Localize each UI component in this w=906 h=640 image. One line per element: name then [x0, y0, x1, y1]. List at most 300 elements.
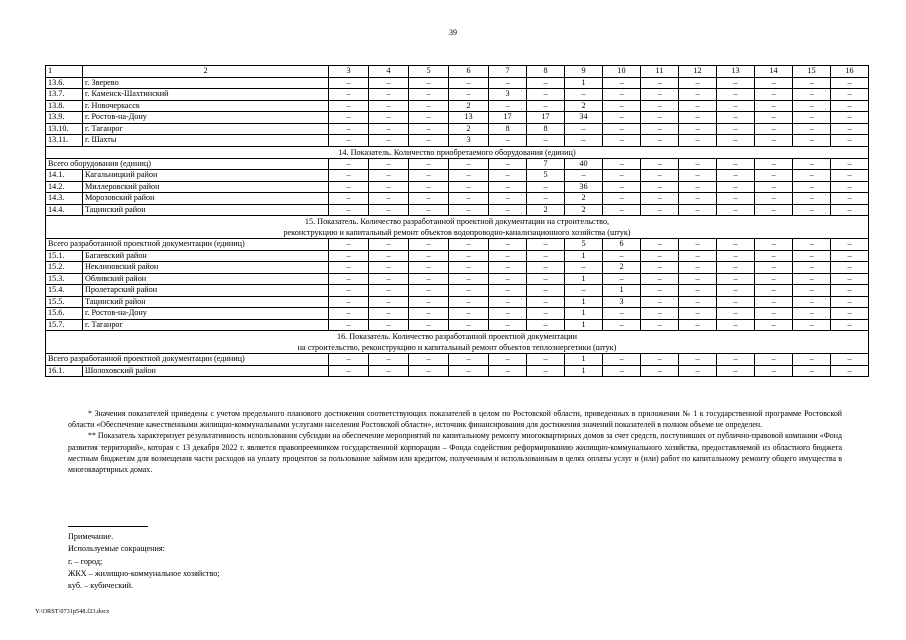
value-cell: – [409, 319, 449, 331]
value-cell: – [641, 123, 679, 135]
value-cell: – [409, 262, 449, 274]
value-cell: – [329, 193, 369, 205]
row-name: Тацинский район [83, 204, 329, 216]
value-cell: – [793, 319, 831, 331]
value-cell: – [369, 262, 409, 274]
value-cell: – [679, 181, 717, 193]
table-header-row [46, 66, 869, 78]
value-cell: – [409, 158, 449, 170]
section-title [46, 331, 869, 354]
value-cell: – [603, 181, 641, 193]
value-cell: – [449, 158, 489, 170]
value-cell: – [489, 296, 527, 308]
value-cell: – [641, 273, 679, 285]
row-number: 15.2. [46, 262, 83, 274]
value-cell: – [565, 135, 603, 147]
value-cell: – [603, 273, 641, 285]
value-cell: 1 [565, 77, 603, 89]
value-cell: – [755, 296, 793, 308]
footnote-2: ** Показатель характеризует результативность использования субсидии на обеспечение мероприятий по капитальному ремонту многоквартирных домов за счет средств, поступивших от публично-правовой компании «Фонд развития территорий», которая с 13 декабря 2022 г. является правопреемником государственной корпорации – Фонда содействия реформированию жилищно-коммунального хозяйства, предоставляемой из областного бюджета местным бюджетам для возмещения части расходов на уплату процентов за пользование займом или кредитом, полученным и использованным в целях оплаты услуг и (или) работ по капитальному ремонту общего имущества в многоквартирных домах. [68, 431, 842, 475]
value-cell: – [489, 204, 527, 216]
row-name: г. Ростов-на-Дону [83, 112, 329, 124]
value-cell: – [409, 89, 449, 101]
value-cell: – [449, 77, 489, 89]
value-cell: – [409, 123, 449, 135]
value-cell: – [793, 273, 831, 285]
value-cell: – [369, 100, 409, 112]
value-cell: – [831, 262, 869, 274]
value-cell: – [329, 273, 369, 285]
value-cell: – [717, 273, 755, 285]
value-cell: 1 [565, 365, 603, 377]
value-cell: – [603, 89, 641, 101]
table-row [46, 89, 869, 101]
value-cell: – [679, 89, 717, 101]
row-number: 13.7. [46, 89, 83, 101]
value-cell: – [489, 181, 527, 193]
value-cell: 40 [565, 158, 603, 170]
value-cell: – [831, 77, 869, 89]
header-cell: 6 [449, 66, 489, 78]
value-cell: – [679, 285, 717, 297]
value-cell: – [409, 181, 449, 193]
value-cell: – [679, 204, 717, 216]
value-cell: – [793, 170, 831, 182]
value-cell: – [329, 285, 369, 297]
value-cell: 7 [527, 158, 565, 170]
value-cell: – [717, 112, 755, 124]
value-cell: – [527, 273, 565, 285]
value-cell: – [329, 77, 369, 89]
value-cell: – [831, 296, 869, 308]
value-cell: 1 [565, 296, 603, 308]
row-name: г. Таганрог [83, 123, 329, 135]
value-cell: – [409, 204, 449, 216]
value-cell: – [489, 100, 527, 112]
value-cell: – [449, 273, 489, 285]
value-cell: – [679, 170, 717, 182]
value-cell: – [831, 193, 869, 205]
row-number: 15.1. [46, 250, 83, 262]
value-cell: – [489, 319, 527, 331]
value-cell: – [641, 158, 679, 170]
value-cell: – [527, 262, 565, 274]
value-cell: 1 [565, 250, 603, 262]
row-name: Обливский район [83, 273, 329, 285]
value-cell: – [565, 89, 603, 101]
section-title [46, 146, 869, 158]
value-cell: – [449, 193, 489, 205]
row-name: г. Ростов-на-Дону [83, 308, 329, 320]
value-cell: – [603, 365, 641, 377]
value-cell: 2 [565, 100, 603, 112]
value-cell: – [409, 354, 449, 366]
value-cell: – [369, 181, 409, 193]
value-cell: – [641, 262, 679, 274]
value-cell: – [527, 239, 565, 251]
value-cell: 5 [527, 170, 565, 182]
value-cell: – [679, 250, 717, 262]
value-cell: – [329, 239, 369, 251]
value-cell: – [755, 308, 793, 320]
abbreviation-item: г. – город; [68, 556, 103, 566]
value-cell: – [527, 319, 565, 331]
value-cell: – [329, 170, 369, 182]
value-cell: – [641, 193, 679, 205]
value-cell: – [369, 170, 409, 182]
value-cell: – [409, 100, 449, 112]
value-cell: – [449, 250, 489, 262]
value-cell: – [449, 262, 489, 274]
value-cell: – [831, 112, 869, 124]
value-cell: – [449, 239, 489, 251]
value-cell: – [717, 181, 755, 193]
table-row [46, 123, 869, 135]
row-name: г. Каменск-Шахтинский [83, 89, 329, 101]
value-cell: – [755, 250, 793, 262]
footnote-1: * Значения показателей приведены с учетом предельного планового достижения соответствующих показателей в целом по Ростовской области, приведенных в приложении № 1 к государственной программе Ростовской области «Обеспечение качественными жилищно-коммунальными услугами населения Ростовской области», источник финансирования для достижения значений показателей в полном объеме не определен. [68, 409, 842, 430]
value-cell: – [409, 296, 449, 308]
value-cell: – [717, 77, 755, 89]
row-number: 13.9. [46, 112, 83, 124]
value-cell: – [755, 89, 793, 101]
value-cell: – [717, 204, 755, 216]
value-cell: – [641, 89, 679, 101]
value-cell: – [717, 308, 755, 320]
value-cell: – [449, 319, 489, 331]
table-row [46, 308, 869, 320]
value-cell: – [603, 158, 641, 170]
value-cell: – [527, 89, 565, 101]
value-cell: – [565, 262, 603, 274]
value-cell: – [717, 285, 755, 297]
value-cell: – [489, 354, 527, 366]
value-cell: – [329, 135, 369, 147]
value-cell: – [565, 170, 603, 182]
value-cell: – [527, 77, 565, 89]
value-cell: – [409, 112, 449, 124]
value-cell: – [329, 296, 369, 308]
value-cell: – [369, 239, 409, 251]
header-cell: 15 [793, 66, 831, 78]
abbreviations-title: Примечание. [68, 532, 114, 541]
table-row [46, 170, 869, 182]
value-cell: – [527, 250, 565, 262]
value-cell: – [793, 239, 831, 251]
row-number: 15.3. [46, 273, 83, 285]
value-cell: – [449, 204, 489, 216]
value-cell: – [369, 296, 409, 308]
value-cell: – [793, 250, 831, 262]
value-cell: – [793, 100, 831, 112]
indicator-table [45, 65, 869, 377]
value-cell: 8 [527, 123, 565, 135]
value-cell: – [369, 123, 409, 135]
abbreviation-item: куб. – кубический. [68, 581, 134, 591]
value-cell: – [793, 354, 831, 366]
value-cell: – [603, 170, 641, 182]
row-number: 13.11. [46, 135, 83, 147]
value-cell: – [603, 308, 641, 320]
section-header-row [46, 331, 869, 354]
value-cell: 3 [603, 296, 641, 308]
value-cell: – [831, 158, 869, 170]
value-cell: – [755, 193, 793, 205]
value-cell: – [409, 308, 449, 320]
value-cell: – [641, 100, 679, 112]
value-cell: – [489, 273, 527, 285]
table-row [46, 112, 869, 124]
value-cell: – [527, 135, 565, 147]
value-cell: – [527, 181, 565, 193]
value-cell: – [369, 204, 409, 216]
value-cell: – [641, 170, 679, 182]
value-cell: – [489, 193, 527, 205]
row-name: Морозовский район [83, 193, 329, 205]
table-row [46, 181, 869, 193]
table-row [46, 204, 869, 216]
value-cell: – [329, 262, 369, 274]
header-cell: 14 [755, 66, 793, 78]
value-cell: – [831, 135, 869, 147]
value-cell: – [755, 123, 793, 135]
row-name: Шолоховский район [83, 365, 329, 377]
value-cell: 2 [449, 123, 489, 135]
value-cell: – [449, 181, 489, 193]
value-cell: – [369, 273, 409, 285]
value-cell: – [831, 89, 869, 101]
row-number: 14.2. [46, 181, 83, 193]
value-cell: – [679, 308, 717, 320]
header-cell: 10 [603, 66, 641, 78]
section-header-row [46, 146, 869, 158]
value-cell: – [793, 193, 831, 205]
value-cell: – [831, 273, 869, 285]
value-cell: – [641, 181, 679, 193]
value-cell: – [409, 365, 449, 377]
value-cell: 2 [565, 193, 603, 205]
value-cell: – [793, 365, 831, 377]
value-cell: – [793, 181, 831, 193]
row-name: Неклиновский район [83, 262, 329, 274]
abbreviation-item: ЖКХ – жилищно-коммунальное хозяйство; [68, 568, 220, 578]
value-cell: – [793, 135, 831, 147]
value-cell: 2 [527, 204, 565, 216]
value-cell: – [329, 89, 369, 101]
section-title-line: 14. Показатель. Количество приобретаемого оборудования (единиц) [338, 147, 576, 157]
value-cell: – [527, 285, 565, 297]
value-cell: – [603, 354, 641, 366]
value-cell: 17 [527, 112, 565, 124]
value-cell: – [641, 319, 679, 331]
value-cell: – [641, 135, 679, 147]
value-cell: – [755, 204, 793, 216]
row-name: Багаевский район [83, 250, 329, 262]
value-cell: – [409, 250, 449, 262]
header-cell: 1 [46, 66, 83, 78]
value-cell: – [831, 354, 869, 366]
value-cell: – [717, 123, 755, 135]
value-cell: – [409, 285, 449, 297]
value-cell: – [369, 319, 409, 331]
value-cell: – [793, 89, 831, 101]
value-cell: – [489, 262, 527, 274]
value-cell: – [369, 112, 409, 124]
row-number: 15.6. [46, 308, 83, 320]
value-cell: – [409, 239, 449, 251]
value-cell: 5 [565, 239, 603, 251]
value-cell: – [755, 170, 793, 182]
value-cell: – [369, 77, 409, 89]
header-cell: 12 [679, 66, 717, 78]
file-path-footer: Y:\ORST\0731p548.f23.docx [35, 608, 110, 615]
value-cell: – [527, 308, 565, 320]
value-cell: 2 [565, 204, 603, 216]
value-cell: – [679, 319, 717, 331]
value-cell: – [527, 296, 565, 308]
table-row [46, 250, 869, 262]
value-cell: – [489, 170, 527, 182]
value-cell: – [603, 193, 641, 205]
table-row [46, 273, 869, 285]
value-cell: – [329, 354, 369, 366]
value-cell: – [409, 273, 449, 285]
value-cell: – [329, 365, 369, 377]
value-cell: – [603, 112, 641, 124]
value-cell: – [641, 239, 679, 251]
value-cell: 3 [449, 135, 489, 147]
value-cell: – [679, 239, 717, 251]
table-row [46, 77, 869, 89]
value-cell: – [679, 77, 717, 89]
total-label: Всего разработанной проектной документации (единиц) [46, 354, 329, 366]
value-cell: 13 [449, 112, 489, 124]
value-cell: 34 [565, 112, 603, 124]
value-cell: – [679, 193, 717, 205]
header-cell: 11 [641, 66, 679, 78]
value-cell: – [449, 365, 489, 377]
value-cell: 6 [603, 239, 641, 251]
value-cell: – [831, 170, 869, 182]
section-title [46, 216, 869, 239]
value-cell: – [679, 112, 717, 124]
value-cell: – [565, 285, 603, 297]
total-label: Всего разработанной проектной документации (единиц) [46, 239, 329, 251]
value-cell: – [527, 100, 565, 112]
value-cell: – [831, 239, 869, 251]
value-cell: – [793, 77, 831, 89]
value-cell: 8 [489, 123, 527, 135]
value-cell: – [755, 135, 793, 147]
value-cell: – [489, 250, 527, 262]
value-cell: – [449, 296, 489, 308]
value-cell: – [489, 158, 527, 170]
value-cell: – [409, 135, 449, 147]
table-row [46, 296, 869, 308]
value-cell: – [603, 123, 641, 135]
value-cell: – [717, 170, 755, 182]
value-cell: – [489, 308, 527, 320]
value-cell: – [717, 365, 755, 377]
value-cell: 36 [565, 181, 603, 193]
value-cell: – [679, 135, 717, 147]
value-cell: – [755, 273, 793, 285]
row-name: Миллеровский район [83, 181, 329, 193]
value-cell: – [527, 193, 565, 205]
header-cell: 5 [409, 66, 449, 78]
value-cell: – [449, 89, 489, 101]
value-cell: – [831, 285, 869, 297]
value-cell: – [489, 77, 527, 89]
value-cell: – [831, 123, 869, 135]
table-row [46, 262, 869, 274]
value-cell: – [831, 250, 869, 262]
value-cell: 1 [565, 308, 603, 320]
value-cell: – [329, 158, 369, 170]
value-cell: – [449, 285, 489, 297]
value-cell: – [755, 319, 793, 331]
row-number: 14.3. [46, 193, 83, 205]
value-cell: – [603, 250, 641, 262]
section-title-line: на строительство, реконструкцию и капитальный ремонт объектов теплоэнергетики (штук) [297, 343, 617, 352]
abbreviations-block [68, 531, 220, 592]
value-cell: – [679, 262, 717, 274]
value-cell: – [679, 100, 717, 112]
value-cell: – [369, 354, 409, 366]
header-cell: 7 [489, 66, 527, 78]
value-cell: – [793, 285, 831, 297]
value-cell: 2 [449, 100, 489, 112]
value-cell: – [369, 158, 409, 170]
value-cell: – [755, 285, 793, 297]
table-row [46, 285, 869, 297]
row-number: 15.4. [46, 285, 83, 297]
value-cell: – [603, 204, 641, 216]
value-cell: – [527, 365, 565, 377]
value-cell: – [755, 365, 793, 377]
table-row [46, 135, 869, 147]
value-cell: – [489, 135, 527, 147]
value-cell: – [565, 123, 603, 135]
value-cell: – [369, 250, 409, 262]
value-cell: – [831, 319, 869, 331]
value-cell: – [641, 354, 679, 366]
value-cell: – [409, 170, 449, 182]
value-cell: – [755, 158, 793, 170]
value-cell: – [641, 365, 679, 377]
value-cell: – [679, 273, 717, 285]
table-row [46, 319, 869, 331]
value-cell: – [449, 308, 489, 320]
row-name: г. Таганрог [83, 319, 329, 331]
row-name: Пролетарский район [83, 285, 329, 297]
value-cell: – [641, 285, 679, 297]
value-cell: – [755, 77, 793, 89]
value-cell: – [329, 204, 369, 216]
value-cell: – [717, 100, 755, 112]
value-cell: 1 [565, 354, 603, 366]
notes-divider [68, 526, 148, 527]
value-cell: – [489, 365, 527, 377]
value-cell: – [755, 100, 793, 112]
value-cell: – [369, 135, 409, 147]
header-cell: 4 [369, 66, 409, 78]
value-cell: – [793, 308, 831, 320]
row-name: Кагальницкий район [83, 170, 329, 182]
value-cell: – [641, 296, 679, 308]
value-cell: – [793, 123, 831, 135]
value-cell: – [449, 170, 489, 182]
